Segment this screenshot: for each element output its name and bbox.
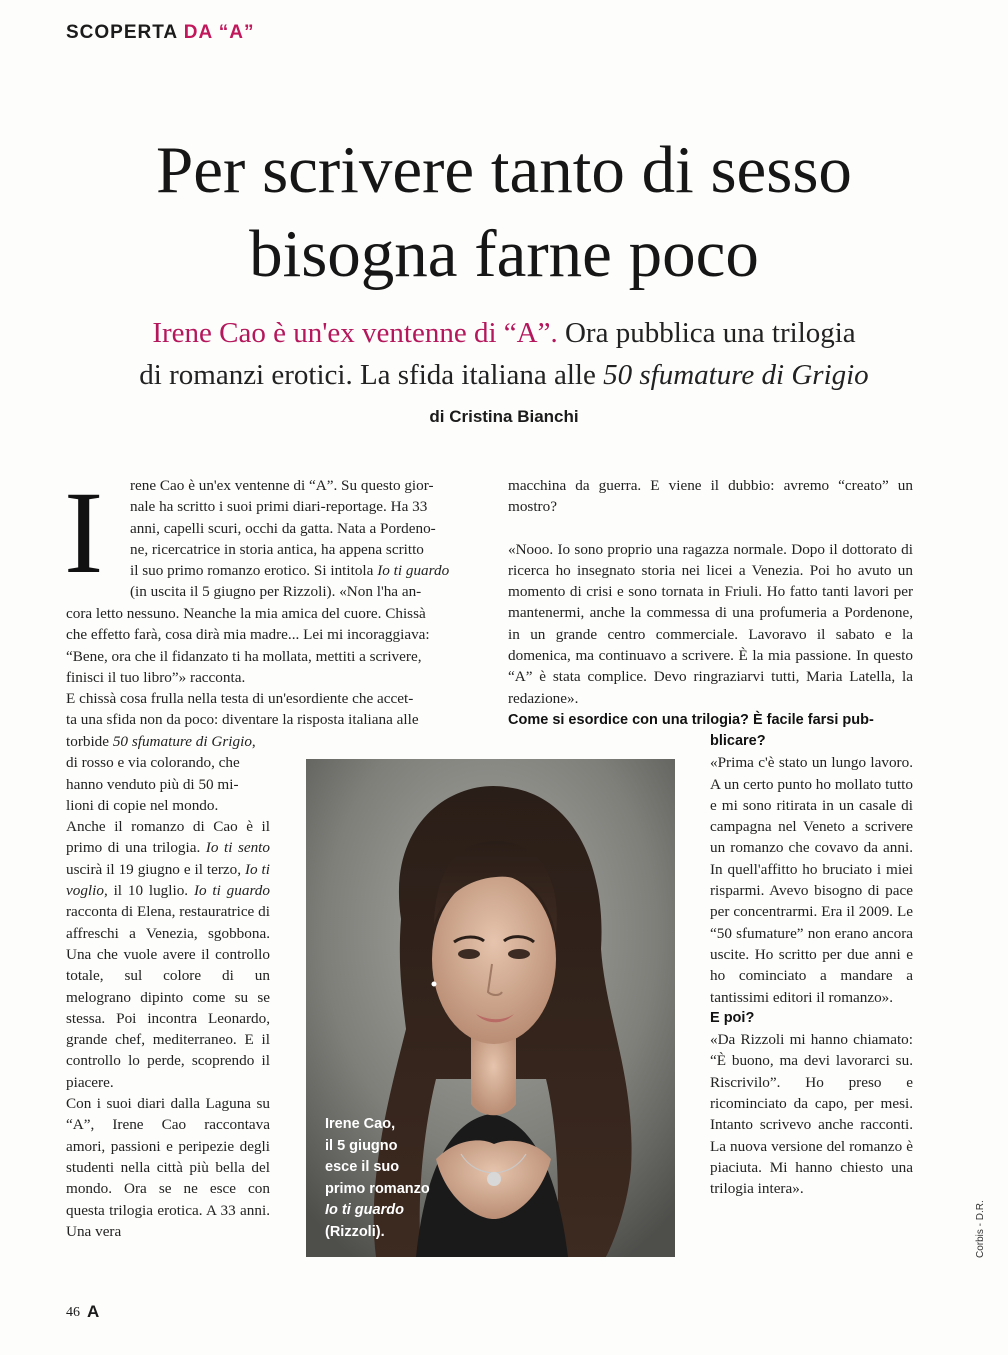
text-line: “Bene, ora che il fidanzato ti ha mollata, mettiti a scrivere, xyxy=(66,647,422,665)
paragraph: Anche il romanzo di Cao è il primo di una trilogia. Io ti sento uscirà il 19 giugno e il terzo, Io ti voglio, il 10 luglio. Io ti guardo racconta di Elena, restauratrice di affreschi a Venezia, sgobbona. Una che vuole avere il controllo totale, sul colore di un melograno dipinto come su se stessa. Poi incontra Leonardo, grande chef, mediterraneo. E il controllo lo perde, scoprendo il piacere. xyxy=(66,818,270,1091)
text-line: E chissà cosa frulla nella testa di un'esordiente che accet- xyxy=(66,690,414,708)
page-number: 46 xyxy=(66,1305,80,1320)
headline-line2: bisogna farne poco xyxy=(249,217,759,291)
text-line: ne, ricercatrice in storia antica, ha appena scritto xyxy=(130,540,424,558)
col2-narrow xyxy=(710,731,913,1200)
text-line: anni, capelli scuri, occhi da gatta. Nata a Pordeno- xyxy=(130,519,436,537)
text-line: il suo primo romanzo erotico. Si intitola Io ti guardo xyxy=(130,562,450,580)
book-title: Io ti voglio xyxy=(66,860,270,900)
paragraph: «Prima c'è stato un lungo lavoro. A un certo punto ho mollato tutto e mi sono ritirata in un casale di campagna nel Veneto a scrivere un romanzo che covavo da anni. In quell'affitto ho bruciato i miei risparmi. Avevo bisogno di pace per concentrarmi. Era il 2009. Le “50 sfumature” non erano ancora uscite. Ho scritto per due anni e ho cominciato a mandare a tantissimi editori il romanzo». xyxy=(710,754,913,1006)
photo-caption xyxy=(325,1114,430,1243)
standfirst-italic: 50 sfumature di Grigio xyxy=(603,359,869,391)
book-title: 50 sfumature di Grigio xyxy=(112,733,252,750)
standfirst-rest1: Ora pubblica una trilogia xyxy=(557,317,856,349)
text-line: finisci il tuo libro”» racconta. xyxy=(66,668,246,686)
text-line: lioni di copie nel mondo. xyxy=(66,796,219,814)
byline: di Cristina Bianchi xyxy=(429,407,579,426)
text-line: hanno venduto più di 50 mi- xyxy=(66,775,239,793)
text-line: (in uscita il 5 giugno per Rizzoli). «Non l'ha an- xyxy=(130,583,422,601)
question: blicare? xyxy=(710,733,766,749)
headline xyxy=(0,128,1008,296)
kicker-part1: SCOPERTA xyxy=(66,22,184,43)
section-kicker xyxy=(66,22,254,44)
book-title: Io ti guardo xyxy=(377,562,450,580)
col1-narrow xyxy=(66,731,270,1242)
kicker-part2: DA “A” xyxy=(183,22,255,43)
photo-credit: Corbis - D.R. xyxy=(975,1200,986,1258)
caption-line: esce il suo xyxy=(325,1159,400,1175)
paragraph: «Nooo. Io sono proprio una ragazza normale. Dopo il dottorato di ricerca ho insegnato storia nei licei a Venezia. Poi ho avuto un momento di crisi e sono tornata in Friuli. Ho fatto tanti lavori per mantenermi, anche la commessa di una profumeria a Pordenone, in un grande centro commerciale. Lavoravo il sabato e la domenica, ma continuavo a scrivere. È la mia passione. In questo “A” è stata complice. Devo ringraziarvi tutti, Maria Latella, la redazione». xyxy=(508,540,913,707)
standfirst-rest2: di romanzi erotici. La sfida italiana alle xyxy=(139,359,604,391)
paragraph: macchina da guerra. E viene il dubbio: avremo “creato” un mostro? xyxy=(508,477,913,516)
col1-intro-indented xyxy=(130,475,471,603)
text-line: torbide 50 sfumature di Grigio, xyxy=(66,733,256,750)
text-line: nale ha scritto i suoi primi diari-reportage. Ha 33 xyxy=(130,498,428,516)
text-line: cora letto nessuno. Neanche la mia amica del cuore. Chissà xyxy=(66,605,426,622)
caption-line: (Rizzoli). xyxy=(325,1223,385,1240)
text-line: di rosso e via colorando, che xyxy=(66,754,240,772)
headline-line1: Per scrivere tanto di sesso xyxy=(156,133,852,207)
question: Come si esordice con una trilogia? È facile farsi pub- xyxy=(508,711,874,728)
book-title: Io ti sento xyxy=(205,839,270,857)
caption-line: il 5 giugno xyxy=(325,1137,398,1154)
caption-line: primo romanzo xyxy=(325,1180,430,1197)
col2-full xyxy=(508,475,913,731)
text-line: rene Cao è un'ex ventenne di “A”. Su questo gior- xyxy=(130,477,434,494)
paragraph: Con i suoi diari dalla Laguna su “A”, Irene Cao raccontava amori, passioni e peripezie degli studenti nella città più bella del mondo. Ora se ne esce con questa trilogia erotica. A 33 anni. Una vera xyxy=(66,1095,270,1240)
book-title: Io ti guardo xyxy=(193,882,270,900)
drop-cap: I xyxy=(64,467,104,598)
question: E poi? xyxy=(710,1009,755,1026)
caption-line: Io ti guardo xyxy=(325,1202,404,1218)
caption-line: Irene Cao, xyxy=(325,1116,396,1132)
paragraph: «Da Rizzoli mi hanno chiamato: “È buono, ma devi lavorarci su. Riscrivilo”. Ho preso e ricominciato da capo, per mesi. Intanto scrivevo anche racconti. La nuova versione del romanzo è piaciuta. Mi hanno chiesto una trilogia intera». xyxy=(710,1031,913,1198)
col1-intro-full xyxy=(66,603,471,731)
text-line: ta una sfida non da poco: diventare la risposta italiana alle xyxy=(66,711,419,729)
standfirst xyxy=(40,312,968,396)
magazine-logo: A xyxy=(87,1302,100,1321)
text-line: che effetto farà, cosa dirà mia madre... Lei mi incoraggiava: xyxy=(66,626,430,644)
standfirst-pink: Irene Cao è un'ex ventenne di “A”. xyxy=(152,317,558,349)
